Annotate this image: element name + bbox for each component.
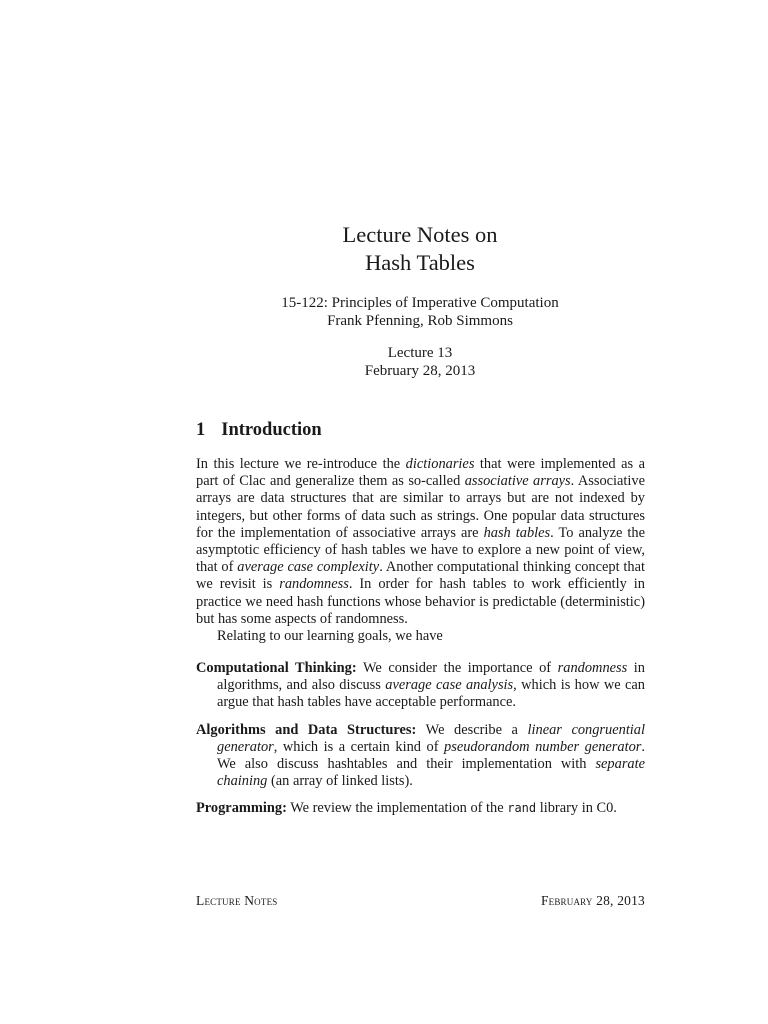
lecture-number: Lecture 13 [387,345,453,361]
goal-text: (an array of linked lists). [267,773,413,790]
intro-emphasis: associative arrays [464,473,571,490]
learning-goals-list [196,660,645,828]
intro-goals-lead: Relating to our learning goals, we have [217,628,443,645]
goal-text: , which is a certain kind of [273,738,445,755]
intro-text: that were implemented as a part of Clac and generalize them as so-called [196,456,646,490]
goal-emphasis: average case analysis [385,677,514,694]
lecture-date: February 28, 2013 [364,363,476,379]
goal-term: Programming: [196,800,287,817]
title-line-2: Hash Tables [365,250,475,275]
goal-text: , which is how we can argue that hash tables have acceptable performance. [217,677,645,711]
goal-algorithms-data-structures [196,722,645,791]
goal-programming [196,800,645,817]
intro-emphasis: average case complexity [237,559,380,576]
intro-text: . In order for hash tables to work efficiently in practice we need hash functions whose behavior is predictable (deterministic) but has some aspects of randomness. [196,576,645,627]
intro-emphasis: randomness [279,576,349,593]
document-title [0,221,768,277]
footer-left: Lecture Notes [196,893,278,908]
section-heading [196,420,322,441]
section-number: 1 [196,420,206,440]
footer-date: February 28, 2013 [540,893,645,908]
goal-code: rand [507,801,537,816]
goal-text: We review the implementation of the [286,800,508,817]
goal-text: We describe a [416,721,528,738]
intro-emphasis: dictionaries [405,456,475,472]
goal-text: We consider the importance of [356,660,558,676]
goal-emphasis: pseudorandom number generator [444,738,642,755]
intro-paragraph [196,456,645,645]
goal-text: in algorithms, and also discuss [217,660,645,694]
intro-sentence-block [196,456,645,628]
course-name: 15-122: Principles of Imperative Computation [281,295,559,311]
authors: Frank Pfenning, Rob Simmons [327,313,513,329]
intro-text: In this lecture we re-introduce the [196,456,406,472]
goal-emphasis: randomness [557,660,628,676]
intro-text: . Another computational thinking concept that we revisit is [196,559,645,593]
intro-text: . To analyze the asymptotic efficiency of hash tables we have to explore a new point of view, that of [196,524,645,576]
goal-term: Computational Thinking: [196,660,357,676]
title-line-1: Lecture Notes on [342,222,498,247]
goal-text: library in C0. [536,800,617,817]
goal-emphasis: separate chaining [217,756,645,790]
section-title: Introduction [221,420,322,440]
lecture-info [0,344,768,380]
intro-emphasis: hash tables [483,524,551,541]
course-info [0,294,768,330]
goal-term: Algorithms and Data Structures: [196,721,417,738]
goal-computational-thinking [196,660,645,712]
goal-emphasis: linear congruential generator [217,721,646,755]
intro-text: . Associative arrays are data structures that are similar to arrays but are not indexed by integers, but other forms of data such as strings. One popular data structures for the implementation of associative arrays are [196,473,646,541]
goal-text: . We also discuss hashtables and their implementation with [217,738,645,773]
